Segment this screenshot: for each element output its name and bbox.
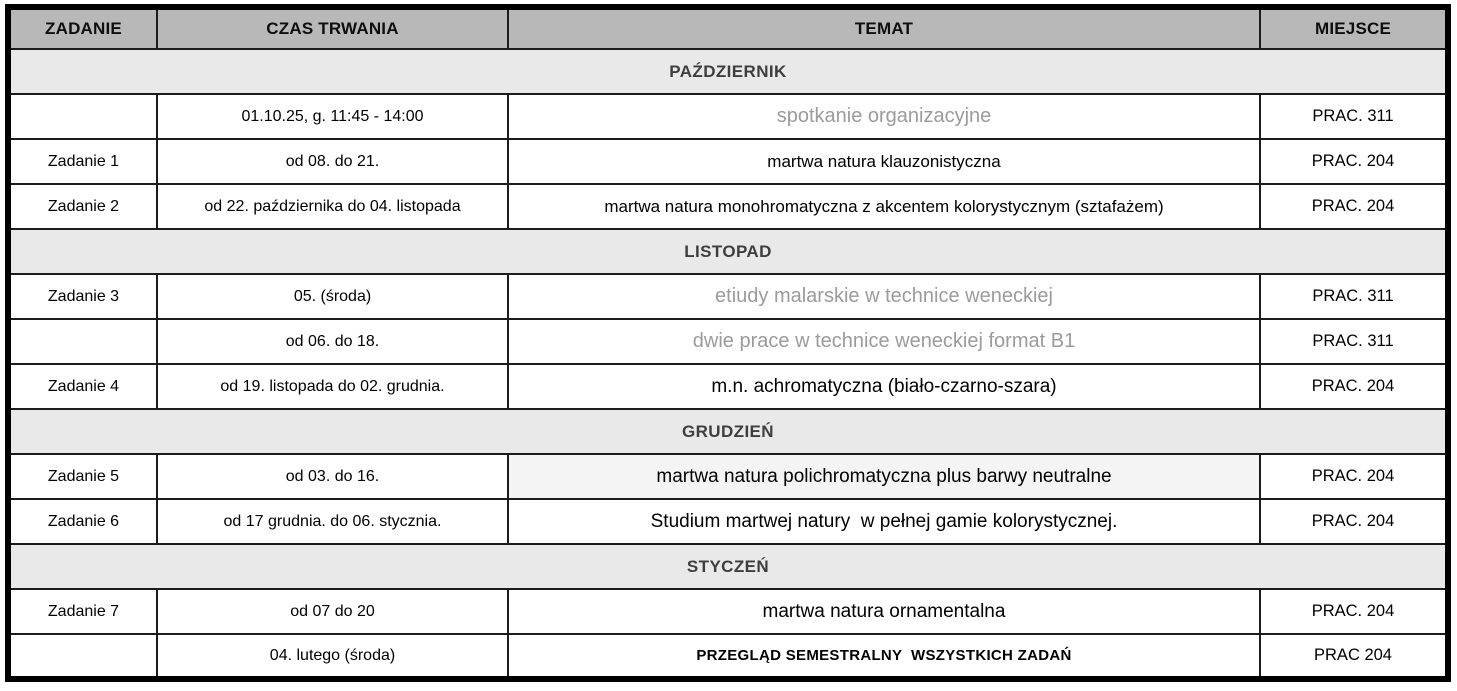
cell-czas: od 19. listopada do 02. grudnia.: [157, 364, 508, 409]
table-row: [8, 454, 1448, 499]
table-row: [8, 274, 1448, 319]
month-row-listopad: [8, 229, 1448, 274]
cell-miejsce: PRAC. 311: [1260, 319, 1448, 364]
cell-czas: od 06. do 18.: [157, 319, 508, 364]
cell-miejsce: PRAC. 311: [1260, 274, 1448, 319]
cell-temat: martwa natura monohromatyczna z akcentem kolorystycznym (sztafażem): [508, 184, 1260, 229]
cell-zadanie: Zadanie 4: [8, 364, 157, 409]
cell-miejsce: PRAC. 204: [1260, 184, 1448, 229]
cell-zadanie: Zadanie 5: [8, 454, 157, 499]
table-row: [8, 364, 1448, 409]
table-row: [8, 319, 1448, 364]
table-row: [8, 499, 1448, 544]
cell-temat: PRZEGLĄD SEMESTRALNY WSZYSTKICH ZADAŃ: [508, 634, 1260, 679]
month-row-grudzien: [8, 409, 1448, 454]
cell-temat: martwa natura polichromatyczna plus barwy neutralne: [508, 454, 1260, 499]
cell-miejsce: PRAC. 311: [1260, 94, 1448, 139]
header-cell-temat: TEMAT: [508, 7, 1260, 49]
month-row-styczen: [8, 544, 1448, 589]
cell-czas: od 07 do 20: [157, 589, 508, 634]
header-cell-zadanie: ZADANIE: [8, 7, 157, 49]
month-row-pazdziernik: [8, 49, 1448, 94]
cell-temat: martwa natura ornamentalna: [508, 589, 1260, 634]
cell-czas: od 22. października do 04. listopada: [157, 184, 508, 229]
cell-miejsce: PRAC. 204: [1260, 454, 1448, 499]
cell-miejsce: PRAC. 204: [1260, 139, 1448, 184]
cell-miejsce: PRAC 204: [1260, 634, 1448, 679]
table-row: [8, 589, 1448, 634]
cell-temat: spotkanie organizacyjne: [508, 94, 1260, 139]
cell-temat: martwa natura klauzonistyczna: [508, 139, 1260, 184]
cell-zadanie: [8, 94, 157, 139]
table-row: [8, 94, 1448, 139]
cell-czas: 05. (środa): [157, 274, 508, 319]
cell-czas: od 03. do 16.: [157, 454, 508, 499]
cell-temat: Studium martwej natury w pełnej gamie kolorystycznej.: [508, 499, 1260, 544]
schedule-table: [5, 4, 1451, 682]
cell-zadanie: Zadanie 6: [8, 499, 157, 544]
cell-zadanie: Zadanie 7: [8, 589, 157, 634]
header-row: [8, 7, 1448, 49]
header-cell-czas-trwania: CZAS TRWANIA: [157, 7, 508, 49]
cell-miejsce: PRAC. 204: [1260, 364, 1448, 409]
cell-czas: 01.10.25, g. 11:45 - 14:00: [157, 94, 508, 139]
cell-zadanie: Zadanie 3: [8, 274, 157, 319]
cell-zadanie: Zadanie 2: [8, 184, 157, 229]
table-row: [8, 634, 1448, 679]
cell-miejsce: PRAC. 204: [1260, 589, 1448, 634]
month-label: GRUDZIEŃ: [8, 409, 1448, 454]
cell-czas: od 08. do 21.: [157, 139, 508, 184]
cell-zadanie: Zadanie 1: [8, 139, 157, 184]
cell-temat: dwie prace w technice weneckiej format B1: [508, 319, 1260, 364]
cell-miejsce: PRAC. 204: [1260, 499, 1448, 544]
month-label: PAŹDZIERNIK: [8, 49, 1448, 94]
month-label: LISTOPAD: [8, 229, 1448, 274]
month-label: STYCZEŃ: [8, 544, 1448, 589]
cell-czas: od 17 grudnia. do 06. stycznia.: [157, 499, 508, 544]
table-row: [8, 184, 1448, 229]
header-cell-miejsce: MIEJSCE: [1260, 7, 1448, 49]
cell-temat: m.n. achromatyczna (biało-czarno-szara): [508, 364, 1260, 409]
cell-czas: 04. lutego (środa): [157, 634, 508, 679]
table-row: [8, 139, 1448, 184]
cell-zadanie: [8, 634, 157, 679]
cell-temat: etiudy malarskie w technice weneckiej: [508, 274, 1260, 319]
cell-zadanie: [8, 319, 157, 364]
